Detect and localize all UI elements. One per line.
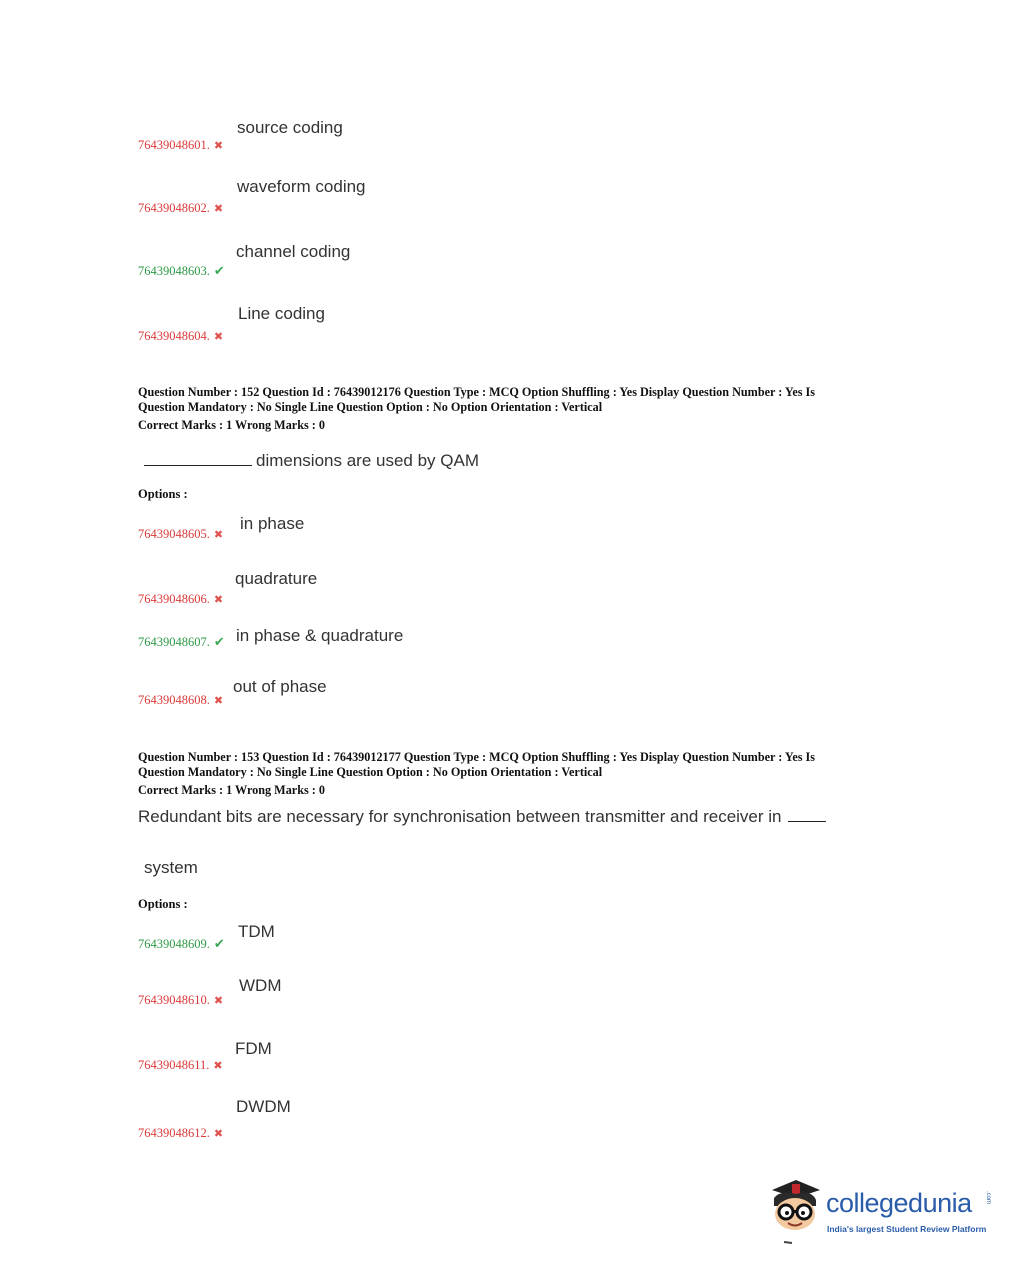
cross-icon: ✖ — [213, 594, 224, 606]
meta-line: Correct Marks : 1 Wrong Marks : 0 — [138, 418, 325, 432]
option-text: WDM — [239, 976, 282, 995]
check-icon: ✔ — [213, 263, 225, 278]
cross-icon: ✖ — [213, 1128, 224, 1140]
option-id: 76439048603. ✔ — [138, 263, 225, 278]
fill-blank — [788, 821, 826, 822]
option-text: source coding — [237, 118, 343, 137]
option-text: DWDM — [236, 1097, 291, 1116]
logo-name: collegedunia — [826, 1188, 972, 1218]
cross-icon: ✖ — [213, 331, 224, 343]
meta-line: Question Number : 153 Question Id : 76439012177 Question Type : MCQ Option Shuffling : Yes Display Question Number : Yes Is — [138, 750, 816, 764]
option-id: 76439048609. ✔ — [138, 936, 225, 951]
cross-icon: ✖ — [213, 695, 224, 707]
option-text: channel coding — [236, 242, 351, 261]
question-153-stem-line1 — [138, 807, 826, 827]
check-icon: ✔ — [213, 936, 225, 951]
option-text: in phase & quadrature — [236, 626, 404, 645]
option-text: FDM — [235, 1039, 272, 1058]
cross-icon: ✖ — [213, 1060, 223, 1072]
option-id: 76439048604. ✖ — [138, 329, 224, 343]
cross-icon: ✖ — [213, 529, 224, 541]
logo-tagline: India's largest Student Review Platform — [827, 1224, 987, 1234]
check-icon: ✔ — [213, 634, 225, 649]
meta-line: Question Mandatory : No Single Line Question Option : No Option Orientation : Vertical — [138, 400, 603, 414]
question-152-meta — [138, 385, 898, 433]
option-id: 76439048601. ✖ — [138, 138, 224, 152]
cross-icon: ✖ — [213, 995, 224, 1007]
option-id: 76439048602. ✖ — [138, 201, 224, 215]
option-id: 76439048605. ✖ — [138, 527, 224, 541]
option-text: out of phase — [233, 677, 327, 696]
option-id: 76439048606. ✖ — [138, 592, 224, 606]
option-id: 76439048610. ✖ — [138, 993, 224, 1007]
mascot-icon — [766, 1176, 824, 1246]
option-text: in phase — [240, 514, 305, 533]
options-label: Options : — [138, 487, 188, 501]
meta-line: Correct Marks : 1 Wrong Marks : 0 — [138, 783, 325, 797]
stem-text: dimensions are used by QAM — [256, 451, 479, 470]
question-153-meta — [138, 750, 898, 798]
stem-text: Redundant bits are necessary for synchronisation between transmitter and receiver in — [138, 807, 782, 826]
question-153-stem-line2: system — [144, 858, 198, 877]
fill-blank — [144, 465, 252, 466]
option-id: 76439048607. ✔ — [138, 634, 225, 649]
option-text: quadrature — [235, 569, 318, 588]
option-text: Line coding — [238, 304, 325, 323]
meta-line: Question Mandatory : No Single Line Question Option : No Option Orientation : Vertical — [138, 765, 603, 779]
cross-icon: ✖ — [213, 203, 224, 215]
cross-icon: ✖ — [213, 140, 224, 152]
collegedunia-logo[interactable] — [766, 1176, 996, 1246]
option-id: 76439048608. ✖ — [138, 693, 224, 707]
question-152-stem — [144, 451, 479, 471]
meta-line: Question Number : 152 Question Id : 76439012176 Question Type : MCQ Option Shuffling : Yes Display Question Number : Yes Is — [138, 385, 816, 399]
option-text: waveform coding — [237, 177, 366, 196]
options-label: Options : — [138, 897, 188, 911]
logo-dotcom: .com — [985, 1191, 991, 1205]
option-id: 76439048611. ✖ — [138, 1058, 223, 1072]
option-id: 76439048612. ✖ — [138, 1126, 224, 1140]
option-text: TDM — [238, 922, 275, 941]
